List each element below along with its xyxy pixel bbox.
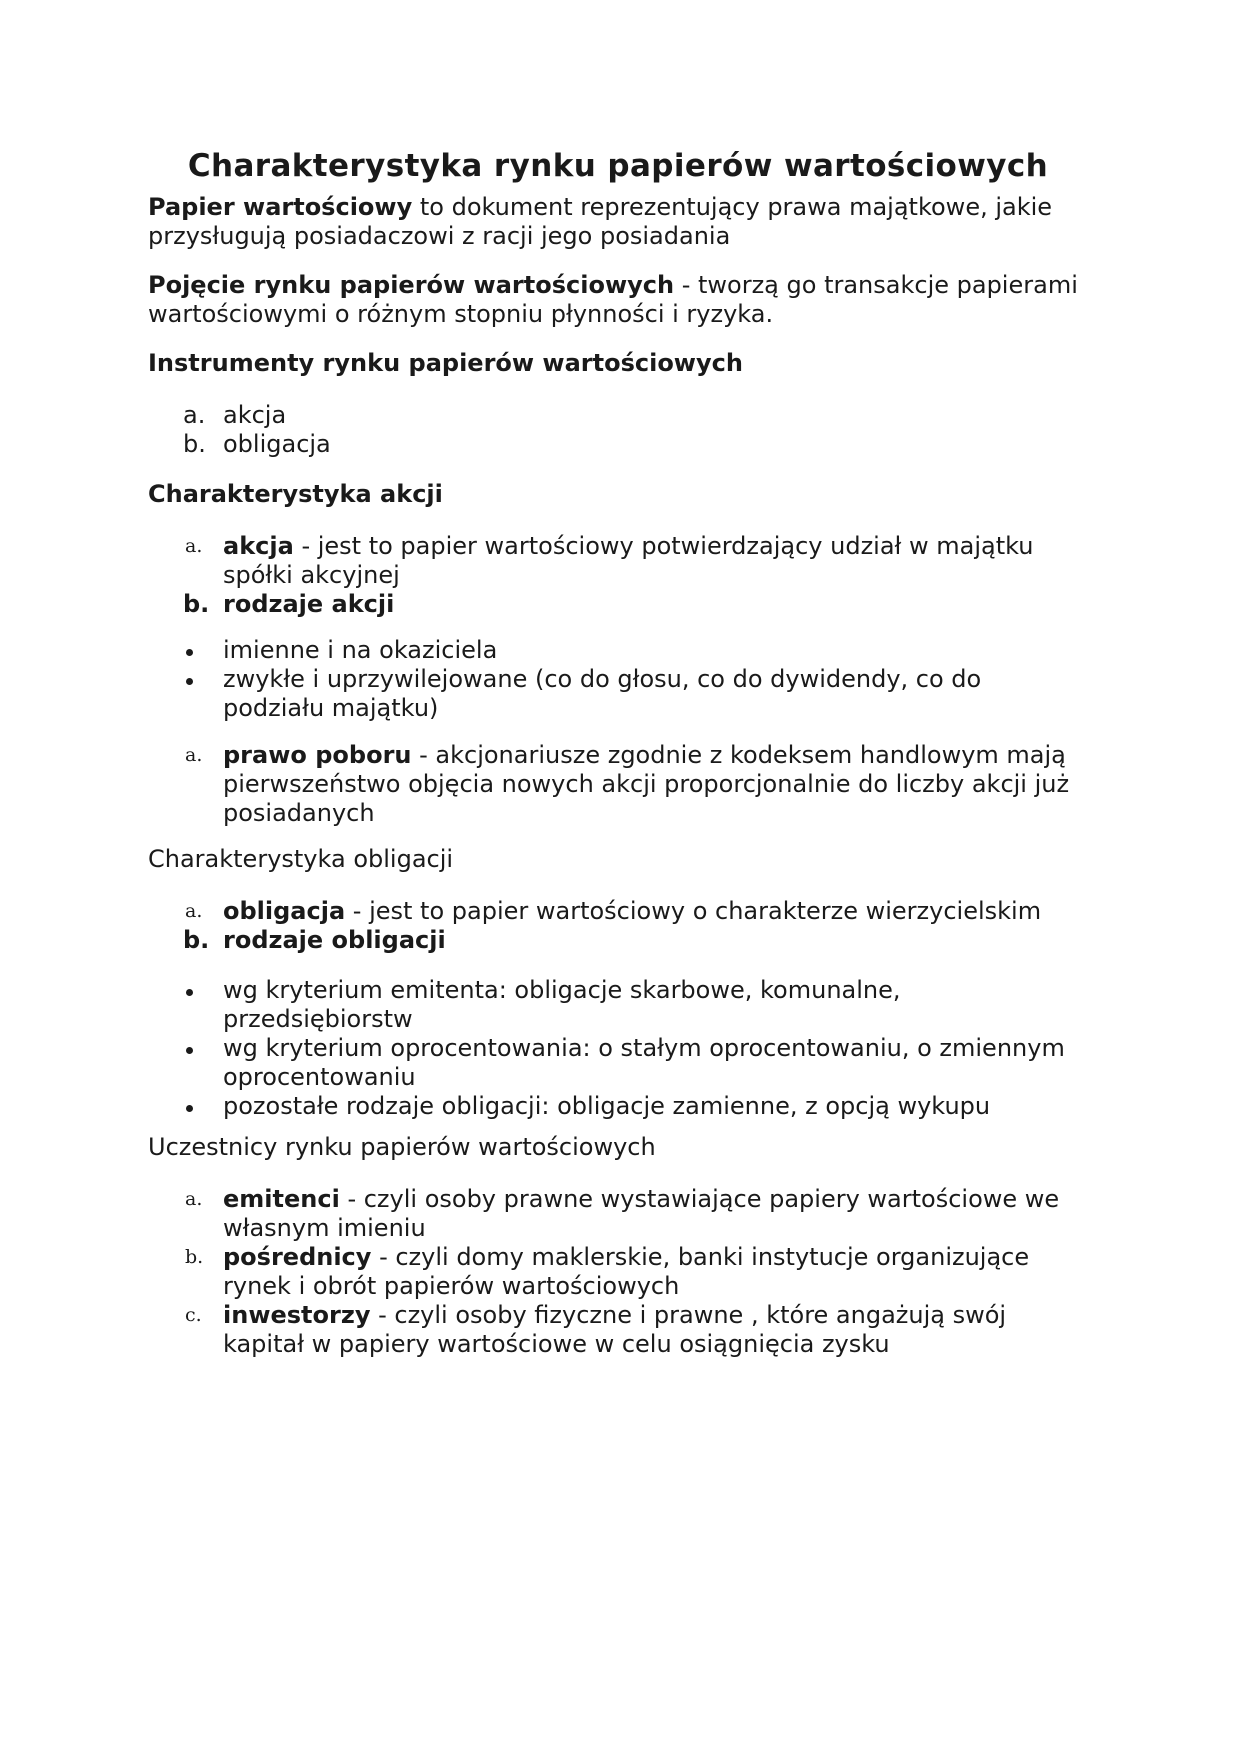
- list-item: [148, 1185, 1088, 1243]
- definition-term: Papier wartościowy: [148, 193, 413, 221]
- list-item-text: - jest to papier wartościowy o charakterze wierzycielskim: [345, 897, 1042, 925]
- bullet-text: imienne i na okaziciela: [223, 636, 498, 664]
- instruments-list: [148, 401, 1088, 459]
- list-item-term: rodzaje akcji: [223, 590, 395, 618]
- list-marker: b.: [183, 430, 206, 458]
- list-item: [148, 430, 1088, 459]
- obligacje-heading: Charakterystyka obligacji: [148, 845, 454, 873]
- list-item-term: akcja: [223, 532, 294, 560]
- obligacje-rodzaje-list: [148, 976, 1088, 1121]
- definition-text: - tworzą go transakcje papierami wartościowymi o różnym stopniu płynności i ryzyka.: [148, 271, 1078, 328]
- list-item-text: obligacja: [223, 430, 331, 458]
- bullet-item: [148, 665, 1088, 723]
- bullet-text: wg kryterium oprocentowania: o stałym oprocentowaniu, o zmiennym oprocentowaniu: [223, 1034, 1065, 1091]
- list-item-text: - czyli osoby fizyczne i prawne , które angażują swój kapitał w papiery wartościowe w celu osiągnięcia zysku: [223, 1301, 1007, 1358]
- bullet-item: [148, 1092, 1088, 1121]
- list-item-term: inwestorzy: [223, 1301, 371, 1329]
- list-item: [148, 1243, 1088, 1301]
- list-marker: b.: [185, 1246, 204, 1268]
- bullet-icon: [186, 649, 193, 656]
- bullet-icon: [186, 1105, 193, 1112]
- obligacje-list: [148, 897, 1088, 955]
- bullet-icon: [186, 1047, 193, 1054]
- prawo-poboru-list: [148, 741, 1088, 828]
- list-item-text: - czyli osoby prawne wystawiające papiery wartościowe we własnym imieniu: [223, 1185, 1060, 1242]
- bullet-item: [148, 976, 1088, 1034]
- list-item-term: obligacja: [223, 897, 346, 925]
- list-item-term: emitenci: [223, 1185, 340, 1213]
- list-item-text: - akcjonariusze zgodnie z kodeksem handlowym mają pierwszeństwo objęcia nowych akcji proporcjonalnie do liczby akcji już posiadanych: [223, 741, 1070, 827]
- list-marker: a.: [185, 535, 203, 557]
- bullet-item: [148, 636, 1088, 665]
- list-marker: a.: [185, 900, 203, 922]
- list-item: [148, 926, 1088, 955]
- page-title: Charakterystyka rynku papierów wartościowych: [187, 148, 1049, 184]
- list-marker: a.: [185, 1188, 203, 1210]
- bullet-text: zwykłe i uprzywilejowane (co do głosu, co do dywidendy, co do podziału majątku): [223, 665, 982, 722]
- akcje-list: [148, 532, 1088, 619]
- list-marker: b.: [183, 590, 210, 618]
- list-marker: b.: [183, 926, 210, 954]
- list-item-text: akcja: [223, 401, 287, 429]
- definition-term: Pojęcie rynku papierów wartościowych: [148, 271, 675, 299]
- uczestnicy-heading: Uczestnicy rynku papierów wartościowych: [148, 1133, 656, 1161]
- bullet-text: wg kryterium emitenta: obligacje skarbowe, komunalne, przedsiębiorstw: [223, 976, 901, 1033]
- bullet-item: [148, 1034, 1088, 1092]
- list-item: [148, 741, 1088, 828]
- definition-rynek: [148, 271, 1088, 329]
- list-marker: a.: [185, 744, 203, 766]
- list-item-term: pośrednicy: [223, 1243, 372, 1271]
- instruments-heading: Instrumenty rynku papierów wartościowych: [148, 349, 743, 377]
- akcje-heading: Charakterystyka akcji: [148, 480, 443, 508]
- list-item-text: - jest to papier wartościowy potwierdzający udział w majątku spółki akcyjnej: [223, 532, 1034, 589]
- bullet-text: pozostałe rodzaje obligacji: obligacje zamienne, z opcją wykupu: [223, 1092, 991, 1120]
- akcje-rodzaje-list: [148, 636, 1088, 723]
- list-item-term: prawo poboru: [223, 741, 412, 769]
- bullet-icon: [186, 678, 193, 685]
- list-item: [148, 590, 1088, 619]
- definition-text: to dokument reprezentujący prawa majątkowe, jakie przysługują posiadaczowi z racji jego posiadania: [148, 193, 1053, 250]
- list-item-term: rodzaje obligacji: [223, 926, 446, 954]
- definition-papier: [148, 193, 1088, 251]
- uczestnicy-list: [148, 1185, 1088, 1359]
- list-marker: c.: [185, 1304, 202, 1326]
- bullet-icon: [186, 989, 193, 996]
- list-item: [148, 1301, 1088, 1359]
- list-item: [148, 897, 1088, 926]
- list-marker: a.: [183, 401, 206, 429]
- list-item-text: - czyli domy maklerskie, banki instytucje organizujące rynek i obrót papierów wartościowych: [223, 1243, 1030, 1300]
- list-item: [148, 532, 1088, 590]
- list-item: [148, 401, 1088, 430]
